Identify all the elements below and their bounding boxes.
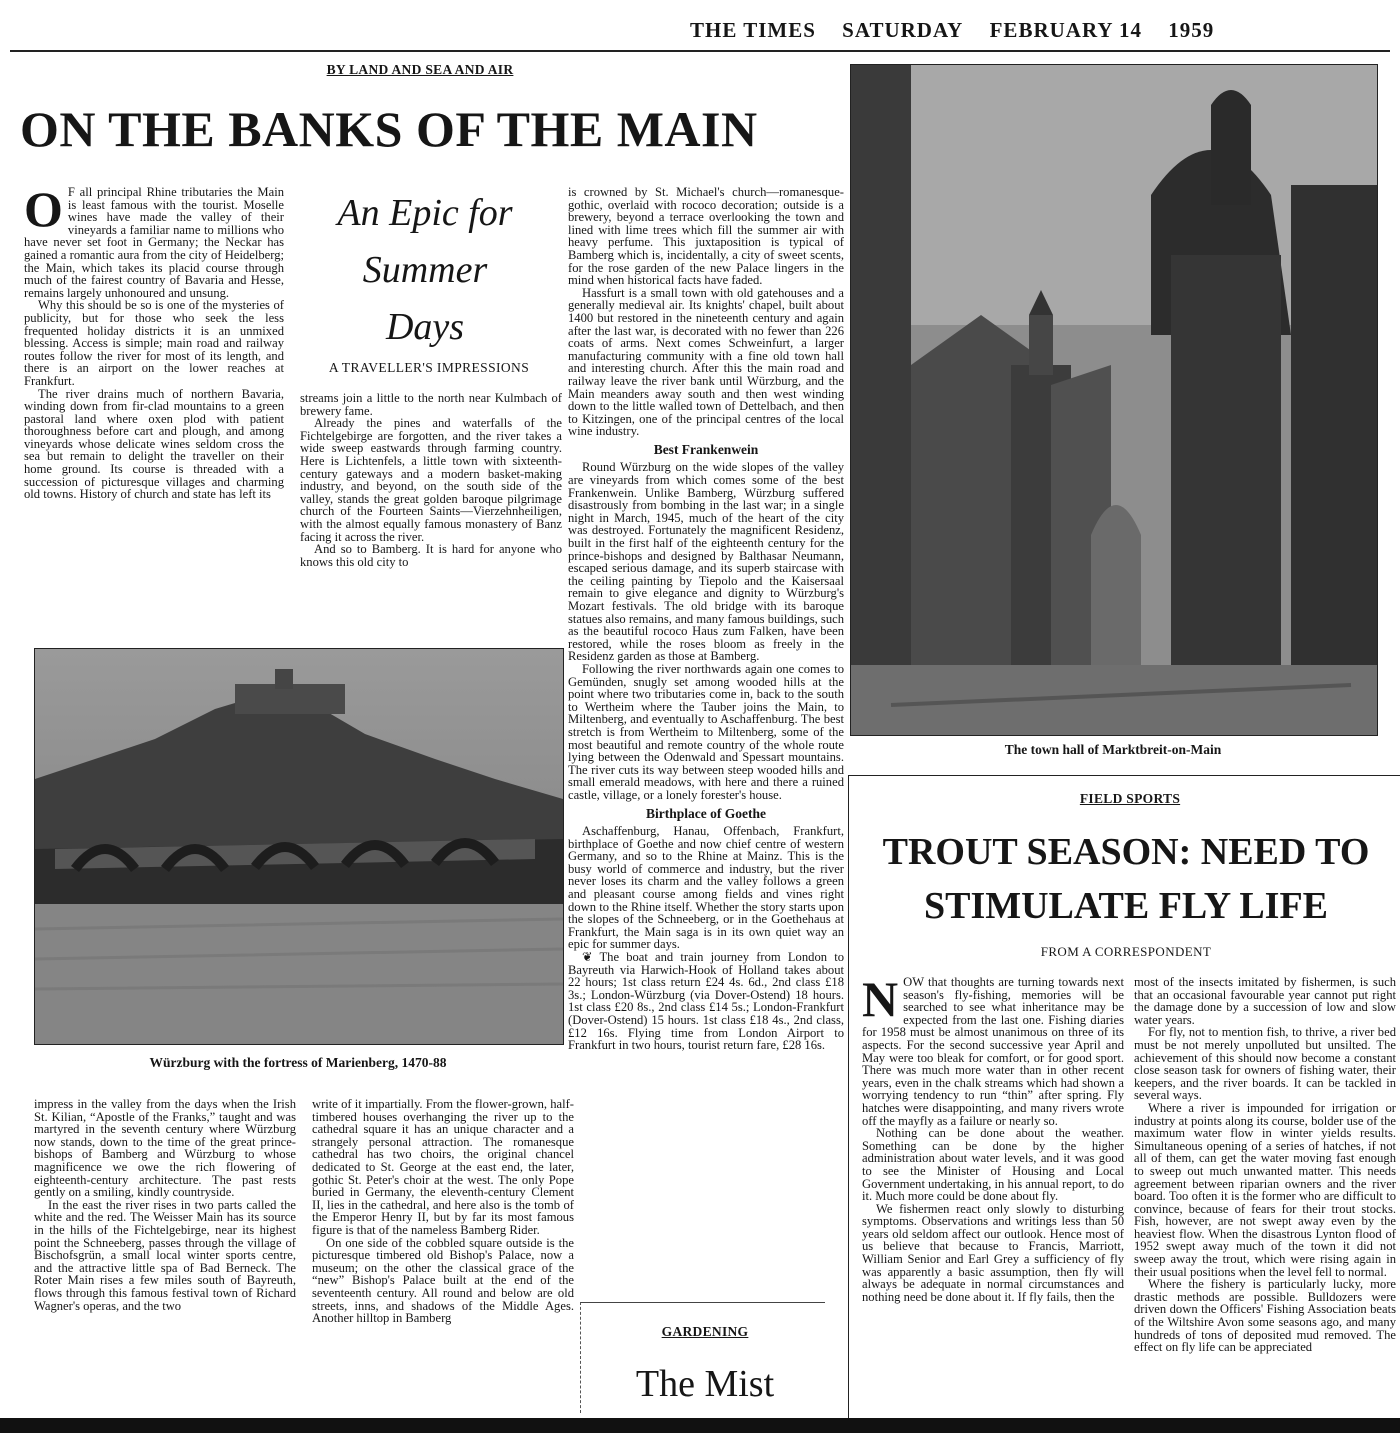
trout-box-left-rule	[848, 775, 849, 1433]
main-col3-p5: Aschaffenburg, Hanau, Offenbach, Frankfurt, birthplace of Goethe and now chief centre of western Germany, and so to the Rhine at Mainz. This is the busy world of commerce and industry, but the river never loses its charm and the valley follows a green and pleasant course among fields and vines right down to the Rhine itself. Whether the story starts upon the slopes of the Schneeberg, or in the Goethehaus at Frankfurt, the Main saga is in its own quiet way an epic for summer days.	[568, 824, 844, 952]
main-col3-p3: Round Würzburg on the wide slopes of the valley are vineyards from which comes some of the best Frankenwein. Unlike Bamberg, Würzburg suffered disastrously from bombing in the last war; in a single night in March, 1945, much of the heart of the city was destroyed. Fortunately the magnificent Residenz, built in the first half of the eighteenth century for the prince-bishops and designed by Balthasar Neumann, escaped serious damage, and its superb staircase with the ceiling painting by Tiepolo and the Kaisersaal remain to give elegance and dignity to Würzburg's Mozart festivals. The old bridge with its baroque statues also remains, and many famous buildings, such as the beautiful rococo Haus zum Falken, have been restored, while the roses bloom as freely in the Residenz garden as those at Bamberg.	[568, 460, 844, 664]
main-col3-p1: is crowned by St. Michael's church—romanesque-gothic, overlaid with rococo decoration; outside is a brewery, beyond a terrace overlooking the town and lined with lime trees which fill the summer air with heavy perfume. This juxtaposition is typical of Bamberg which is, incidentally, a city of sweet scents, for the rose garden of the new Palace lingers in the mind when historical facts have faded.	[568, 186, 844, 288]
main-col1-p2: Why this should be so is one of the mysteries of publicity, but for those who seek the less frequented holiday districts it is an unmixed blessing. Access is simple; main road and railway routes follow the river for most of its length, and there is an airport on the lower reaches at Frankfurt.	[24, 298, 284, 388]
main-col2-bottom-p2: On one side of the cobbled square outside is the picturesque timbered old Bishop's Palace, now a museum; on the other the classical grace of the “new” Bishop's Palace built at the end of the seventeenth century. All round and below are old streets, inns, and shadows of the Middle Ages. Another hilltop in Bamberg	[312, 1235, 574, 1326]
main-headline: ON THE BANKS OF THE MAIN	[20, 101, 758, 157]
bottom-edge	[0, 1418, 1400, 1433]
main-col3-p6: ❦ The boat and train journey from London to Bayreuth via Harwich-Hook of Holland takes about 22 hours; 1st class return £24 4s. 6d., 2nd class £18 3s.; London-Würzburg (via Dover-Ostend) 18 hours. 1st class £20 8s., 2nd class £14 5s.; London-Frankfurt (Dover-Ostend) 15 hours. 1st class £18 4s., 2nd class, £12 16s. Flying time from London Airport to Frankfurt in two hours, tourist return fare, £28 16s.	[568, 950, 844, 1053]
main-col2-p1: streams join a little to the north near Kulmbach of brewery fame.	[300, 392, 562, 418]
gardening-kicker: GARDENING	[661, 1324, 749, 1339]
standfirst	[300, 185, 550, 356]
main-col3-p2: Hassfurt is a small town with old gatehouses and a generally medieval air. Its knights' chapel, built about 1400 but restored in the nineteenth century and again after the last war, is decorated with no fewer than 226 coats of arms. Next comes Schweinfurt, a larger manufacturing community with a fine old town hall and interesting church. After this the main road and railway leave the river bank until Würzburg, and the Main meanders away south and then west winding down to the little walled town of Dettelbach, and then to Kitzingen, one of the principal centres of the local wine industry.	[568, 285, 844, 439]
masthead-day: SATURDAY	[842, 18, 964, 42]
main-col2-p2: Already the pines and waterfalls of the Fichtelgebirge are forgotten, and the river takes a wide sweep eastwards through farming country. Here is Lichtenfels, a little town with sixteenth-century gateways and a modern basket-making industry, and beyond, on the south side of the valley, stands the great golden baroque pilgrimage church of the Fourteen Saints—Vierzehnheiligen, with the almost equally famous monastery of Banz facing it across the river.	[300, 416, 562, 544]
standfirst-line3: Days	[385, 306, 465, 348]
dropcap-o: O	[24, 186, 63, 237]
gardening-headline: The Mist	[635, 1363, 775, 1405]
townhall-caption: The town hall of Marktbreit-on-Main	[1004, 742, 1222, 757]
main-col2-bottom	[312, 1098, 574, 1410]
trout-box-top-rule	[848, 775, 1400, 776]
main-col2-bottom-p1: write of it impartially. From the flower-grown, half-timbered houses overhanging the river up to the cathedral square it has an unique character and a strangely personal attraction. The romanesque cathedral has two choirs, the original chancel dedicated to St. George at the east end, the later, gothic St. Peter's choir at the west. The only Pope buried in Germany, the eleventh-century Clement II, lies in the cathedral, and here also is the tomb of the Emperor Henry II, but by far its most famous figure is that of the nameless Bamberg Rider.	[312, 1098, 574, 1237]
trout-col1-p3: We fishermen react only slowly to disturbing symptoms. Observations and writings less than 50 years old seldom affect our outlook. Hence most of us believe that because to Francis, Marriott, William Senior and Earl Grey a sufficiency of fly was apparently a basic assumption, then fly will always be adequate in normal circumstances and nothing need be done about it. If fly fails, then the	[862, 1201, 1124, 1304]
trout-col2-p1: most of the insects imitated by fishermen, is such that an occasional favourable year cannot put right the damage done by a succession of low and slow water years.	[1134, 976, 1396, 1027]
main-col1-bottom-p2: In the east the river rises in two parts called the white and the red. The Weisser Main has its source in the hills of the Fichtelgebirge, near its highest point the Schneeberg, passes through the village of Bischofsgrün, a small local winter sports centre, and the attractive little spa of Bad Berneck. The Roter Main rises a few miles south of Bayreuth, flows through this famous festival town of Richard Wagner's operas, and the two	[34, 1197, 296, 1313]
masthead-date: FEBRUARY 14	[989, 18, 1143, 42]
main-col1-p1: F all principal Rhine tributaries the Main is least famous with the tourist. Moselle wines have made the valley of their vineyards a familiar name to millions who have never set foot in Germany; the Neckar has gained a romantic aura from the city of Heidelberg; the Main, which takes its placid course through much of the fairest country of Bavaria and Hesse, remains largely unhonoured and unsung.	[24, 186, 284, 300]
subhead-birthplace-goethe: Birthplace of Goethe	[646, 805, 766, 821]
masthead-year: 1959	[1168, 18, 1215, 42]
trout-col2-p2: For fly, not to mention fish, to thrive, a river bed must be not merely unpolluted but unsilted. The achievement of this should now become a constant close season task for owners of fishing water, their keepers, and the river boards. It can be tackled in several ways.	[1134, 1025, 1396, 1103]
trout-col2-p4: Where the fishery is particularly lucky, more drastic methods are possible. Bulldozers were driven down the Officers' Fishing Association beats of the Wiltshire Avon some seasons ago, and many hundreds of tons of deposited mud removed. The effect on fly life can be appreciated	[1134, 1277, 1396, 1355]
main-kicker: BY LAND AND SEA AND AIR	[326, 62, 514, 77]
trout-byline: FROM A CORRESPONDENT	[1040, 944, 1212, 959]
masthead-paper: THE TIMES	[690, 18, 816, 42]
main-col3	[568, 186, 844, 1296]
townhall-photo	[850, 64, 1378, 736]
trout-col1-p2: Nothing can be done about the weather. Something can be done by the higher administration about water levels, and it was good to see the Minister of Housing and Local Government undertaking, in his annual report, to do it. Much more could be done about fly.	[862, 1126, 1124, 1204]
wurzburg-photo-art	[35, 649, 563, 1044]
standfirst-line1: An Epic for	[337, 192, 513, 234]
main-col2-top	[300, 392, 562, 630]
wurzburg-photo	[34, 648, 564, 1045]
trout-headline-2: STIMULATE FLY LIFE	[923, 885, 1329, 927]
trout-col1-p1: OW that thoughts are turning towards next season's fly-fishing, memories will be searched to see what inheritance may be expected from the last one. Fishing diaries for 1958 must be almost unanimous on three of its aspects. For the second successive year April and May were too bleak for comfort, or for good sport. There was much more water than in other recent years, even in the chalk streams which had shown a worrying tendency to run “thin” after spring. Fly hatches were disappointing, and many rivers wrote off the mayfly as a failure or nearly so.	[862, 976, 1124, 1128]
subhead-best-frankenwein: Best Frankenwein	[653, 441, 759, 457]
main-col1-bottom-p1: impress in the valley from the days when the Irish St. Kilian, “Apostle of the Franks,” taught and was martyred in the seventh century where Würzburg now stands, down to the time of the great prince-bishops of Bamberg and Würzburg to whose magnificence we owe the rich flowering of eighteenth-century architecture. The past rests gently on a smiling, kindly countryside.	[34, 1098, 296, 1200]
main-col2-p3: And so to Bamberg. It is hard for anyone who knows this old city to	[300, 542, 562, 569]
main-col1-p3: The river drains much of northern Bavaria, winding down from fir-clad mountains to a green pastoral land where oxen plod with patient thoroughness before cart and plough, and among vineyards whose delicate wines seldom cross the sea but remain to delight the traveller on their home ground. Its course is threaded with a succession of picturesque villages and charming old towns. History of church and state has left its	[24, 386, 284, 502]
masthead	[690, 18, 1290, 43]
trout-kicker: FIELD SPORTS	[1079, 791, 1181, 806]
main-col1-top	[24, 186, 284, 630]
trout-col1	[862, 976, 1124, 1414]
main-col3-p4: Following the river northwards again one comes to Gemünden, snugly set among wooded hills at the point where two tributaries come in, back to the south to Wertheim where the Tauber joins the Main, to Miltenberg, and eventually to Aschaffenburg. The best stretch is from Wertheim to Miltenberg, some of the most beautiful and remote country of the whole route lying between the Odenwald and Spessart mountains. The river cuts its way between steep wooded hills and small emerald meadows, with here and there a ruined castle, village, or a lonely forester's house.	[568, 661, 844, 802]
masthead-rule	[10, 50, 1390, 52]
trout-col2-p3: Where a river is impounded for irrigation or industry at points along its course, bolder use of the maximum water flow in winter yields results. Simultaneous opening of a series of hatches, if not all of them, can get the water moving fast enough to sweep out much unwanted matter. This needs agreement between riparian owners and the river board. Too often it is the former who are difficult to convince, because of fears for their trout stocks. Fish, however, are not swept away even by the heaviest flow. When the disastrous Lynton flood of 1952 swept away much of the town it did not sweep away the trout, which were rising again in their usual positions when the level fell to normal.	[1134, 1100, 1396, 1279]
wurzburg-caption: Würzburg with the fortress of Marienberg, 1470-88	[149, 1055, 447, 1070]
dropcap-n: N	[862, 976, 899, 1027]
townhall-photo-art	[851, 65, 1377, 735]
main-byline: A TRAVELLER'S IMPRESSIONS	[328, 360, 530, 375]
trout-col2	[1134, 976, 1396, 1414]
standfirst-line2: Summer	[362, 249, 488, 291]
trout-headline-1: TROUT SEASON: NEED TO	[882, 831, 1370, 873]
main-col1-bottom	[34, 1098, 296, 1410]
